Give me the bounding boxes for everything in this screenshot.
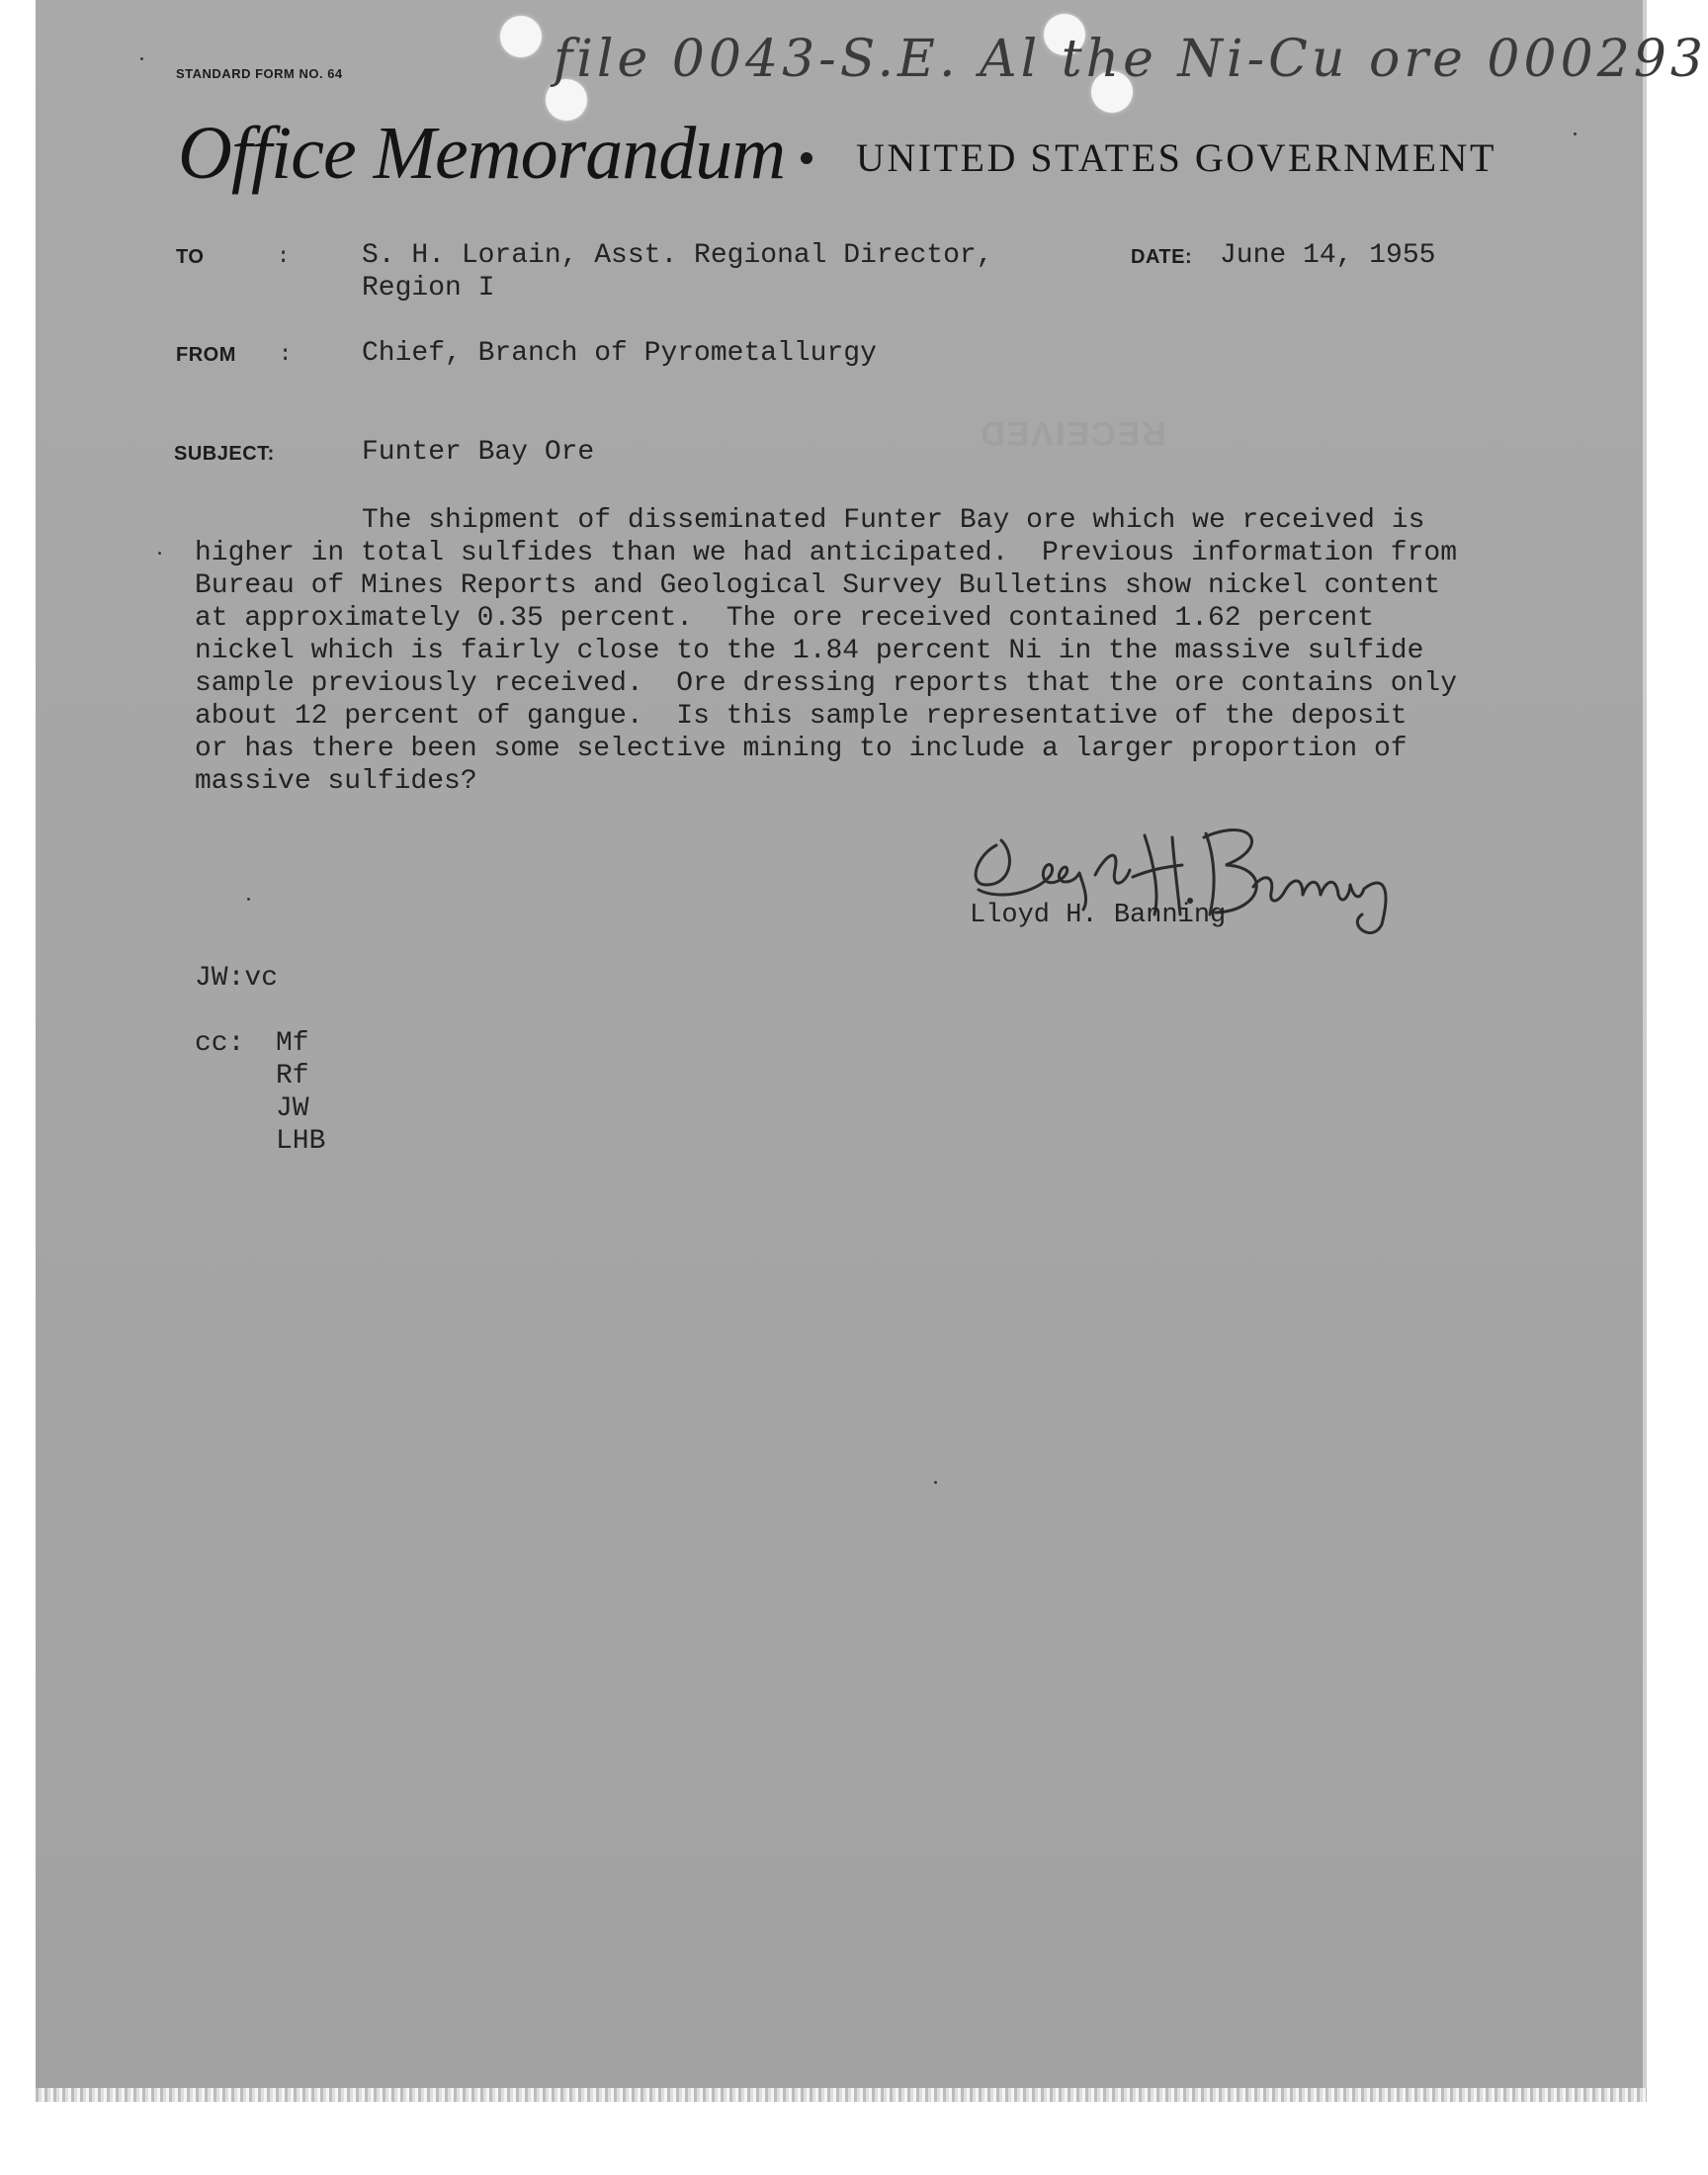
page-edge-strip xyxy=(36,2088,1647,2102)
date-label: DATE: xyxy=(1131,246,1193,268)
government-heading: UNITED STATES GOVERNMENT xyxy=(856,135,1496,180)
colon-separator: : xyxy=(277,243,291,268)
handwritten-file-note: file 0043-S.E. Al the Ni-Cu ore 000293 xyxy=(554,30,1707,89)
date-value: June 14, 1955 xyxy=(1220,240,1436,271)
body-line: Bureau of Mines Reports and Geological Survey Bulletins show nickel content xyxy=(195,570,1441,601)
from-value: Chief, Branch of Pyrometallurgy xyxy=(362,338,877,369)
body-line: nickel which is fairly close to the 1.84 percent Ni in the massive sulfide xyxy=(195,636,1424,666)
cc-recipient: Mf xyxy=(276,1028,309,1059)
subject-label: SUBJECT: xyxy=(174,443,275,465)
body-line: or has there been some selective mining to include a larger proportion of xyxy=(195,734,1408,764)
to-label: TO xyxy=(176,246,205,268)
received-stamp: RECEIVED xyxy=(979,414,1166,452)
body-line: sample previously received. Ore dressing reports that the ore contains only xyxy=(195,668,1458,699)
body-line: The shipment of disseminated Funter Bay ore which we received is xyxy=(362,505,1425,536)
typist-initials: JW:vc xyxy=(195,963,279,994)
colon-separator: : xyxy=(279,341,293,366)
body-line: about 12 percent of gangue. Is this sample representative of the deposit xyxy=(195,701,1408,732)
body-line: massive sulfides? xyxy=(195,766,477,797)
punch-hole xyxy=(500,16,542,57)
body-line: at approximately 0.35 percent. The ore received contained 1.62 percent xyxy=(195,603,1374,634)
body-line: higher in total sulfides than we had anticipated. Previous information from xyxy=(195,538,1458,568)
signer-name: Lloyd H. Banning xyxy=(970,901,1227,930)
cc-recipient: Rf xyxy=(276,1061,309,1091)
memo-title: Office Memorandum xyxy=(178,112,786,195)
bullet-dot xyxy=(801,152,812,164)
subject-value: Funter Bay Ore xyxy=(362,437,595,468)
from-label: FROM xyxy=(176,344,236,366)
cc-label: cc: xyxy=(195,1028,245,1059)
to-recipient: S. H. Lorain, Asst. Regional Director, xyxy=(362,240,993,271)
cc-recipient: JW xyxy=(276,1093,309,1124)
to-region: Region I xyxy=(362,273,495,304)
cc-recipient: LHB xyxy=(276,1126,326,1157)
form-number: STANDARD FORM NO. 64 xyxy=(176,66,343,81)
